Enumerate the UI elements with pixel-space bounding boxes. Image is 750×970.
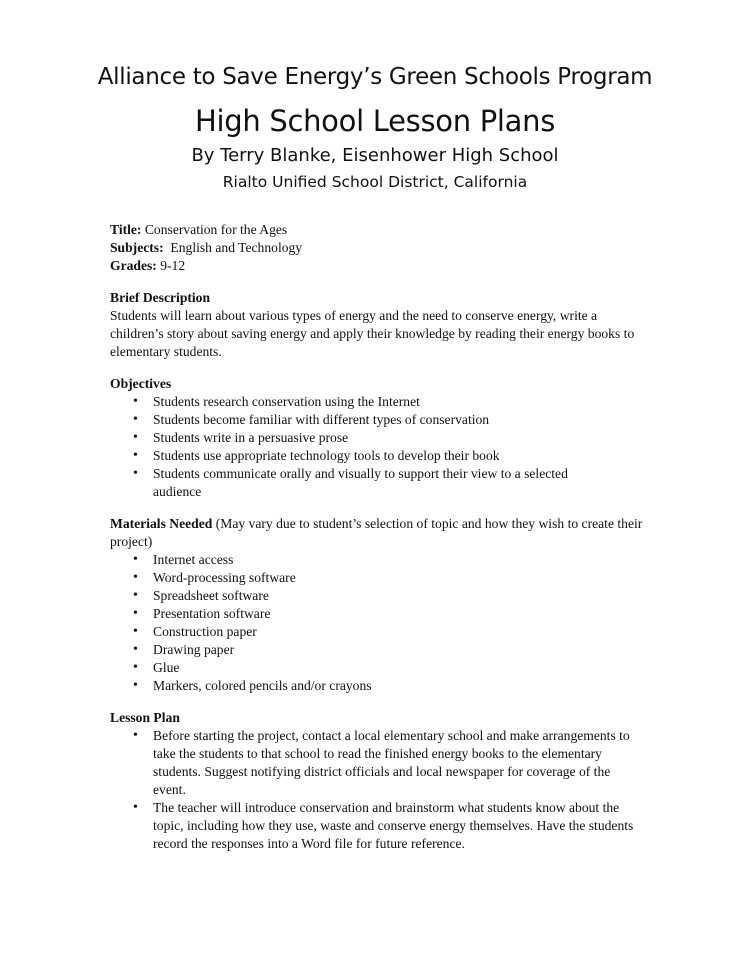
materials-heading: Materials Needed xyxy=(110,516,213,531)
list-item: • Drawing paper xyxy=(110,641,645,659)
list-item: • Students write in a persuasive prose xyxy=(110,429,645,447)
list-item: • Students research conservation using the Internet xyxy=(110,393,645,411)
lesson-plan-heading: Lesson Plan xyxy=(110,710,180,725)
grades-value: 9-12 xyxy=(156,258,186,273)
brief-heading: Brief Description xyxy=(110,290,211,305)
subjects-value: English and Technology xyxy=(163,240,303,255)
grades-field xyxy=(110,257,645,275)
list-item: • Markers, colored pencils and/or crayons xyxy=(110,677,645,695)
list-item: • Internet access xyxy=(110,551,645,569)
objectives-heading: Objectives xyxy=(110,376,172,391)
list-item: • Students use appropriate technology tools to develop their book xyxy=(110,447,645,465)
author-line: By Terry Blanke, Eisenhower High School xyxy=(191,145,559,166)
list-item: • Students communicate orally and visually to support their view to a selected audience xyxy=(110,465,645,501)
materials-note: (May vary due to student’s selection of topic and how they wish to create their project) xyxy=(110,516,643,549)
brief-text: Students will learn about various types of energy and the need to conserve energy, write a children’s story about saving energy and apply their knowledge by reading their energy books to elementary students. xyxy=(110,308,635,359)
list-item: • Before starting the project, contact a local elementary school and make arrangements to take the students to that school to read the finished energy books to the elementary students. Suggest notifying district officials and local newspaper for coverage of the event. xyxy=(110,727,645,799)
subjects-label: Subjects: xyxy=(110,240,164,255)
objectives-list xyxy=(110,393,645,501)
list-item: • Glue xyxy=(110,659,645,677)
list-item: • Word-processing software xyxy=(110,569,645,587)
subjects-field xyxy=(110,239,645,257)
materials-intro xyxy=(110,515,645,551)
lesson-plan-list xyxy=(110,727,645,853)
title-value: Conservation for the Ages xyxy=(141,222,288,237)
lesson-body xyxy=(110,221,645,853)
list-item: • Students become familiar with different types of conservation xyxy=(110,411,645,429)
grades-label: Grades: xyxy=(110,258,157,273)
title-label: Title: xyxy=(110,222,142,237)
list-item: • Spreadsheet software xyxy=(110,587,645,605)
document-title: High School Lesson Plans xyxy=(194,104,555,138)
program-title: Alliance to Save Energy’s Green Schools Program xyxy=(97,64,653,90)
list-item: • Construction paper xyxy=(110,623,645,641)
list-item: • Presentation software xyxy=(110,605,645,623)
list-item: • The teacher will introduce conservation and brainstorm what students know about the topic, including how they use, waste and conserve energy themselves. Have the students record the responses into a Word file for future reference. xyxy=(110,799,645,853)
title-field xyxy=(110,221,645,239)
materials-list xyxy=(110,551,645,695)
district-line: Rialto Unified School District, California xyxy=(222,173,528,191)
